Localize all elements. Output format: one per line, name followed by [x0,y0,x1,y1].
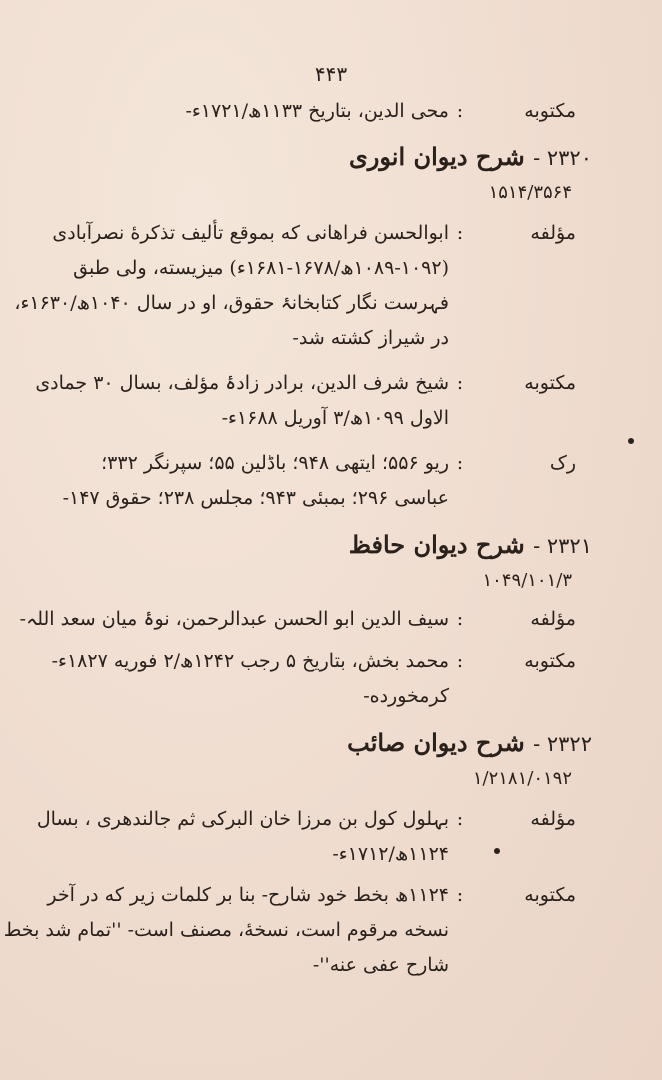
shelf-reference: ۱/۲۱۸۱/۰۱۹۲ [472,768,572,789]
field-line: مؤلفه:ابوالحسن فراهانی که بموقع تألیف تذکرهٔ نصرآبادی [52,222,576,244]
field-text: محی الدین، بتاریخ ۱۱۳۳ھ/۱۷۲۱ء- [185,100,449,122]
field-label: مکتوبه [524,372,576,394]
field-continuation: ۱۱۲۴ھ/۱۷۱۲ء- [332,843,449,865]
top-entry-line: مکتوبه:محی الدین، بتاریخ ۱۱۳۳ھ/۱۷۲۱ء- [185,100,576,122]
field-continuation: نسخه مرقوم است، نسخهٔ، مصنف است- ''تمام شد بخط [3,919,449,941]
field-continuation: کرمخورده- [363,685,449,707]
field-text: شیخ شرف الدین، برادر زادۂ مؤلف، بسال ۳۰ جمادی [35,372,449,394]
field-label: رک [549,452,576,474]
field-line: مکتوبه:شیخ شرف الدین، برادر زادۂ مؤلف، بسال ۳۰ جمادی [35,372,576,394]
field-label: مؤلفه [530,222,576,244]
shelf-reference: ۱۵۱۴/۳۵۶۴ [488,182,572,203]
field-label: مؤلفه [530,808,576,830]
entry-heading [349,530,592,559]
ink-dot [628,438,634,444]
field-line: مکتوبه:۱۱۲۴ھ بخط خود شارح- بنا بر کلمات زیر که در آخر [47,884,576,906]
entry-number: ۲۳۲۲ - [533,732,592,756]
entry-heading [347,728,592,757]
field-line: مکتوبه:محمد بخش، بتاریخ ۵ رجب ۱۲۴۲ھ/۲ فوریه ۱۸۲۷ء- [51,650,576,672]
entry-number: ۲۳۲۱ - [533,534,592,558]
field-text: بہلول کول بن مرزا خان البرکی ثم جالندھری ، بسال [36,808,449,830]
ink-dot [494,848,500,854]
field-line: رک:ریو ۵۵۶؛ ایتھی ۹۴۸؛ باڈلین ۵۵؛ سپرنگر ۳۳۲؛ [101,452,576,474]
field-text: محمد بخش، بتاریخ ۵ رجب ۱۲۴۲ھ/۲ فوریه ۱۸۲۷ء- [51,650,449,672]
field-text: ۱۱۲۴ھ بخط خود شارح- بنا بر کلمات زیر که در آخر [47,884,449,906]
field-continuation: الاول ۱۰۹۹ھ/۳ آوریل ۱۶۸۸ء- [221,407,449,429]
field-label: مکتوبه [524,650,576,672]
shelf-reference: ۱۰۴۹/۱۰۱/۳ [482,570,572,591]
field-text: ریو ۵۵۶؛ ایتھی ۹۴۸؛ باڈلین ۵۵؛ سپرنگر ۳۳۲؛ [101,452,449,474]
entry-number: ۲۳۲۰ - [533,146,592,170]
entry-title: شرح دیوان صائب [347,728,525,757]
field-line: مؤلفه:بہلول کول بن مرزا خان البرکی ثم جالندھری ، بسال [36,808,576,830]
field-line: مؤلفه:سیف الدین ابو الحسن عبدالرحمن، نوۂ میان سعد اللہ- [19,608,576,630]
field-continuation: (۱۰۸۹-۱۰۹۲ھ/۱۶۷۸-۱۶۸۱ء) میزیسته، ولی طبق [73,257,449,279]
entry-title: شرح دیوان حافظ [348,530,525,559]
field-label: مکتوبه [524,884,576,906]
field-label: مؤلفه [530,608,576,630]
entry-heading [349,142,592,171]
entry-title: شرح دیوان انوری [349,142,525,171]
field-continuation: شارح عفی عنه''- [312,954,449,976]
field-text: سیف الدین ابو الحسن عبدالرحمن، نوۂ میان سعد اللہ- [19,608,449,630]
field-text: ابوالحسن فراهانی که بموقع تألیف تذکرهٔ نصرآبادی [52,222,449,244]
page-number: ۴۴۳ [314,62,348,86]
field-continuation: عباسی ۲۹۶؛ بمبئی ۹۴۳؛ مجلس ۲۳۸؛ حقوق ۱۴۷- [62,487,449,509]
field-continuation: فہرست نگار کتابخانۂ حقوق، او در سال ۱۰۴۰ھ/۱۶۳۰ء، [14,292,449,314]
field-label: مکتوبه [524,100,576,122]
field-continuation: در شیراز کشته شد- [292,327,449,349]
